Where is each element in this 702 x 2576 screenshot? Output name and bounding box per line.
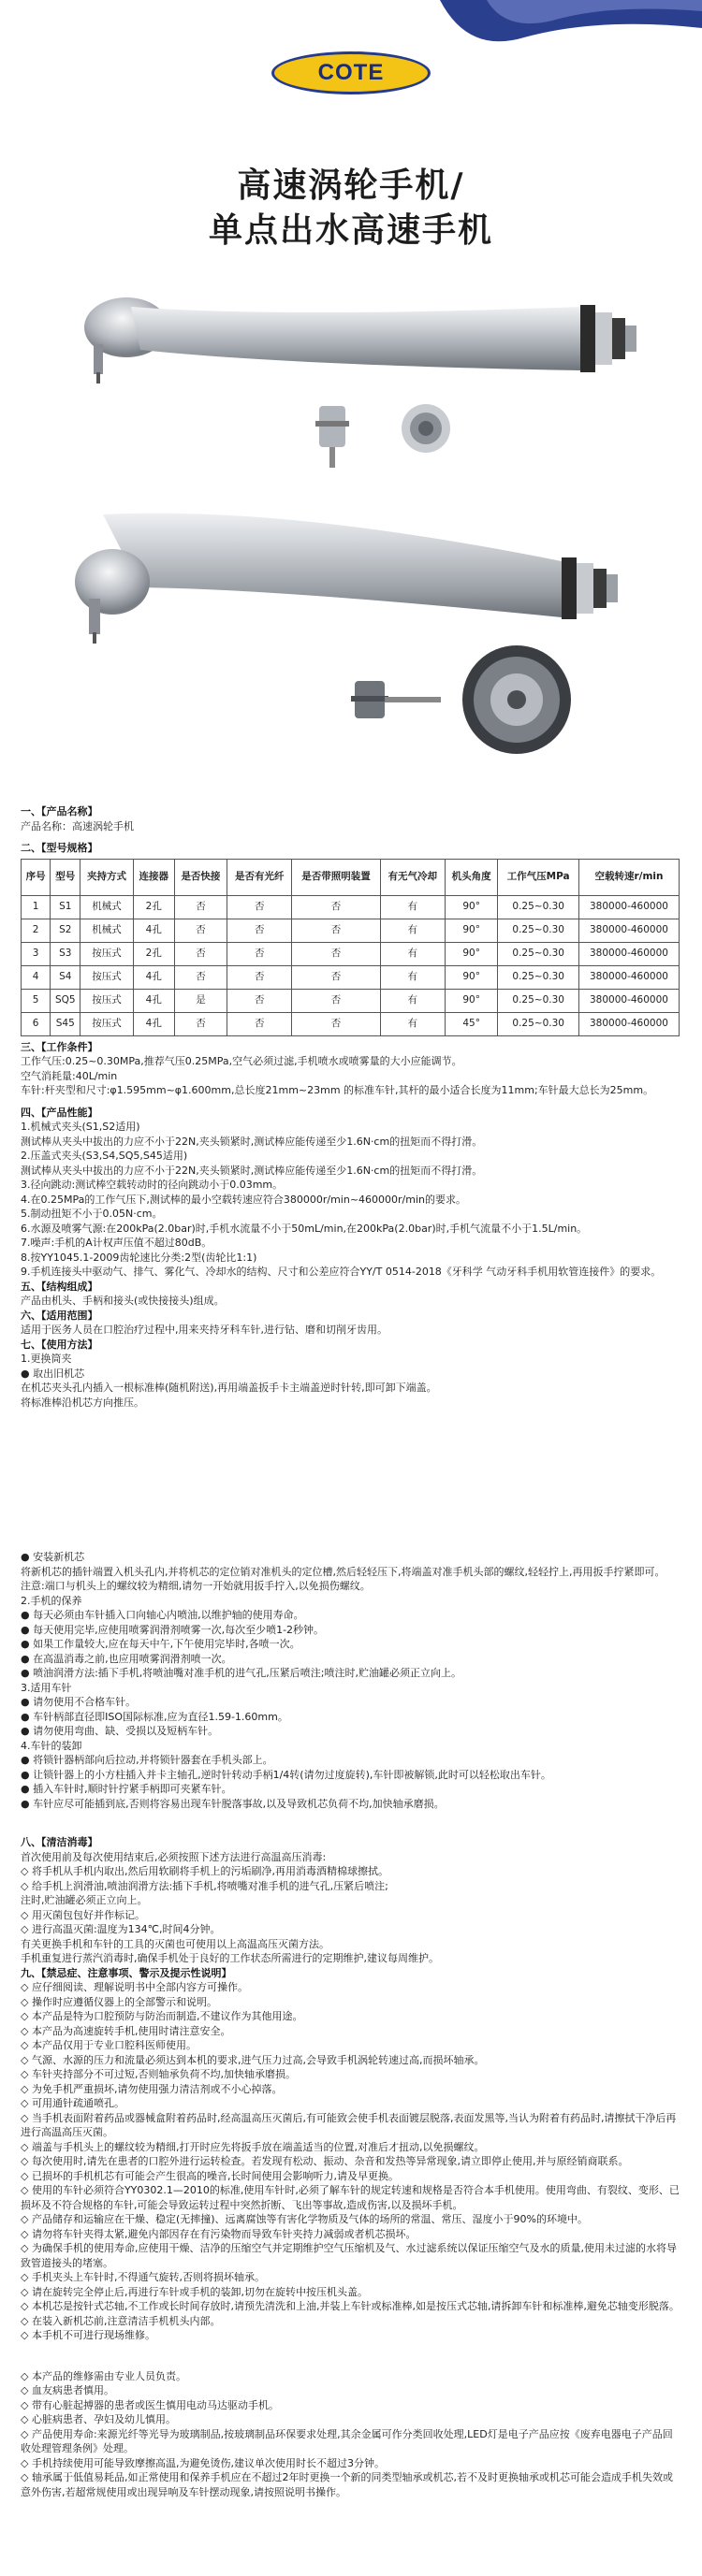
spec-header-cell: 机头角度 (445, 859, 498, 895)
warning-line: ◇ 在装入新机芯前,注意清洁手机机头内部。 (21, 2314, 221, 2327)
spec-table-cell: 4孔 (133, 1012, 174, 1035)
spec-table-cell: 4孔 (133, 989, 174, 1012)
performance-line: 6.水源及喷雾气源:在200kPa(2.0bar)时,手机水流量不小于50mL/min,在200kPa(2.0bar)时,手机气流量不小于1.5L/min。 (21, 1222, 588, 1235)
warning-line: ◇ 本机芯是按针式芯轴,不工作或长时间存放时,请预先清洗和上油,并装上车针或标准棒,如是按压式芯轴,请拆卸车针和标准棒,避免芯轴变形脱落。 (21, 2300, 680, 2312)
product-name-line: 产品名称：高速涡轮手机 (21, 819, 134, 832)
spec-table-cell: 按压式 (80, 989, 134, 1012)
spec-table-cell: 0.25~0.30 (498, 965, 579, 989)
note-line: ◇ 轴承属于低值易耗品,如正常使用和保养手机应在不超过2年时更换一个新的同类型轴承或机芯,若不及时更换轴承或机芯可能会造成手机失效或意外伤害,若超常规使用或出现异响及车针摆动现象,请按照说明书操作。 (21, 2471, 673, 2498)
usage-line: ● 请勿使用弯曲、缺、受损以及短柄车针。 (21, 1725, 219, 1737)
note-line: ◇ 心脏病患者、孕妇及幼儿慎用。 (21, 2413, 176, 2425)
section-structure-heading: 五、【结构组成】 (21, 1280, 98, 1293)
cleaning-line: ◇ 将手机从手机内取出,然后用软刷将手机上的污垢刷净,再用消毒酒精棉球擦拭。 (21, 1865, 388, 1877)
cleaning-line: 有关更换手机和车针的工具的灭菌也可使用以上高温高压灭菌方法。 (21, 1937, 329, 1950)
product-manual (21, 804, 681, 2499)
cleaning-line: ◇ 给手机上润滑油,喷油润滑方法:插下手机,将喷嘴对准手机的进气孔,压紧后喷注; (21, 1879, 388, 1892)
cleaning-line: ◇ 用灭菌包包好并作标记。 (21, 1908, 145, 1921)
usage-line: 在机芯夹头孔内插入一根标准棒(随机附送),再用端盖扳手卡主端盖逆时针转,即可卸下端盖。 (21, 1382, 437, 1394)
spec-header-cell: 夹持方式 (80, 859, 134, 895)
spec-header-cell: 是否快接 (174, 859, 227, 895)
spec-table-cell: 机械式 (80, 895, 134, 919)
spec-table-cell: 机械式 (80, 919, 134, 942)
page-title-line2: 单点出水高速手机 (208, 211, 493, 250)
structure-line: 产品由机头、手柄和接头(或快接接头)组成。 (21, 1295, 225, 1307)
usage-line: ● 如果工作量较大,应在每天中午,下午使用完毕时,各喷一次。 (21, 1638, 300, 1650)
spec-table-cell: 否 (227, 965, 292, 989)
spec-table-cell: 否 (227, 989, 292, 1012)
warning-line: ◇ 本手机不可进行现场维修。 (21, 2329, 155, 2341)
spec-table-cell: 2 (22, 919, 51, 942)
warning-line: ◇ 请勿将车针夹得太紧,避免内部因存在有污染物而导致车针夹持力减弱或者机芯损坏。 (21, 2227, 417, 2240)
usage-line: ● 将锁针器柄部向后拉动,并将锁针器套在手机头部上。 (21, 1754, 273, 1766)
conditions-line: 车针:杆夹型和尺寸:φ1.595mm~φ1.600mm,总长度21mm~23mm 的标准车针,其杆的最小适合长度为11mm;车针最大总长为25mm。 (21, 1084, 654, 1096)
cleaning-line: 首次使用前及每次使用结束后,必须按照下述方法进行高温高压消毒: (21, 1850, 327, 1863)
brand-logo-text: COTE (317, 60, 385, 85)
spec-table-cell: 380000-460000 (578, 919, 679, 942)
spec-table-cell: 0.25~0.30 (498, 942, 579, 965)
section-usage-heading: 七、【使用方法】 (21, 1338, 98, 1351)
spec-table-cell: 380000-460000 (578, 965, 679, 989)
section-scope-heading: 六、【适用范围】 (21, 1309, 98, 1322)
spec-table-cell: S3 (51, 942, 80, 965)
usage-line: 1.更换筒夹 (21, 1353, 72, 1365)
spec-header-cell: 连接器 (133, 859, 174, 895)
cleaning-lines (21, 1850, 681, 1966)
spec-header-cell: 型号 (51, 859, 80, 895)
spec-table-cell: 380000-460000 (578, 989, 679, 1012)
spec-table-cell: 0.25~0.30 (498, 1012, 579, 1035)
spec-table-cell: 按压式 (80, 942, 134, 965)
spec-table-cell: 否 (174, 895, 227, 919)
note-line: ◇ 本产品的维修需由专业人员负责。 (21, 2369, 186, 2382)
warning-line: ◇ 车针夹持部分不可过短,否则轴承负荷不均,加快轴承磨损。 (21, 2068, 296, 2080)
spec-table-cell: S1 (51, 895, 80, 919)
spec-table-cell: 否 (292, 989, 380, 1012)
spec-table-cell: 否 (227, 942, 292, 965)
note-line: ◇ 产品使用寿命:来源光纤等光导为玻璃制品,按玻璃制品环保要求处理,其余金属可作分类回收处理,LED灯是电子产品应按《废弃电器电子产品回收处理管理条例》处理。 (21, 2427, 673, 2454)
warning-line: ◇ 本产品是特为口腔预防与防治而制造,不建议作为其他用途。 (21, 2010, 303, 2022)
usage-line: ● 插入车针时,顺时针拧紧手柄即可夹紧车针。 (21, 1783, 232, 1795)
usage-line: ● 取出旧机芯 (21, 1367, 85, 1380)
section-warnings-heading: 九、【禁忌症、注意事项、警示及提示性说明】 (21, 1966, 232, 1979)
spec-table-row (22, 942, 680, 965)
spec-table-cell: 6 (22, 1012, 51, 1035)
spec-table-cell: 45° (445, 1012, 498, 1035)
usage-line: ● 喷油润滑方法:插下手机,将喷油嘴对准手机的进气孔,压紧后喷注;喷注时,贮油罐必须正立向上。 (21, 1667, 461, 1679)
usage-line: 2.手机的保养 (21, 1594, 82, 1607)
warning-line: ◇ 为确保手机的使用寿命,应使用干燥、洁净的压缩空气并定期维护空气压缩机及气、水过滤系统以保证压缩空气及水的质量,使用未过滤的水将导致管道接头的堵塞。 (21, 2242, 677, 2269)
conditions-line: 工作气压:0.25~0.30MPa,推荐气压0.25MPa,空气必须过滤,手机喷水或喷雾量的大小应能调节。 (21, 1055, 462, 1067)
spec-table-cell: 有 (380, 895, 445, 919)
warning-line: ◇ 气源、水源的压力和流量必须达到本机的要求,进气压力过高,会导致手机涡轮转速过高,而损坏轴承。 (21, 2053, 485, 2066)
additional-notes (21, 2369, 681, 2500)
conditions-line: 空气消耗量:40L/min (21, 1069, 118, 1082)
spec-table-cell: 0.25~0.30 (498, 989, 579, 1012)
spec-table-cell: 380000-460000 (578, 895, 679, 919)
spec-table-row (22, 919, 680, 942)
performance-line: 测试棒从夹头中拔出的力应不小于22N,夹头锁紧时,测试棒应能传递至少1.6N·cm的扭矩而不得打滑。 (21, 1135, 483, 1148)
conditions-lines (21, 1054, 681, 1098)
cleaning-line: 注时,贮油罐必须正立向上。 (21, 1894, 148, 1906)
note-line: ◇ 血友病患者慎用。 (21, 2384, 114, 2396)
usage-line: ● 每天使用完毕,应使用喷雾润滑剂喷雾一次,每次至少喷1-2秒钟。 (21, 1623, 325, 1636)
spec-table-cell: 90° (445, 919, 498, 942)
usage-line: ● 每天必须由车针插入口向轴心内喷油,以维护轴的使用寿命。 (21, 1609, 304, 1621)
spec-table-cell: 90° (445, 895, 498, 919)
usage-line: 注意:端口与机头上的螺纹较为精细,请勿一开始就用扳手拧入,以免损伤螺纹。 (21, 1580, 371, 1592)
performance-line: 5.制动扭矩不小于0.05N·cm。 (21, 1208, 163, 1220)
spec-table-cell: 380000-460000 (578, 1012, 679, 1035)
warning-line: ◇ 本产品仅用于专业口腔科医师使用。 (21, 2039, 197, 2051)
performance-line: 1.机械式夹头(S1,S2适用) (21, 1121, 140, 1133)
warning-line: ◇ 端盖与手机头上的螺纹较为精细,打开时应先将扳手放在端盖适当的位置,对准后才扭动,以免损螺纹。 (21, 2140, 485, 2153)
usage-line: ● 请勿使用不合格车针。 (21, 1696, 137, 1708)
spec-table-cell: 90° (445, 965, 498, 989)
spec-table-row (22, 1012, 680, 1035)
spec-table-cell: 有 (380, 942, 445, 965)
spec-table-cell: 否 (174, 1012, 227, 1035)
performance-line: 8.按YY1045.1-2009齿轮速比分类:2型(齿轮比1:1) (21, 1251, 257, 1264)
performance-line: 7.噪声:手机的A计权声压值不超过80dB。 (21, 1237, 212, 1249)
warning-line: ◇ 操作时应遵循仪器上的全部警示和说明。 (21, 1995, 217, 2008)
usage-lines (21, 1352, 681, 1410)
section-product-name-heading: 一、【产品名称】 (21, 805, 98, 818)
spec-table-cell: 90° (445, 989, 498, 1012)
performance-line: 3.径向跳动:测试棒空载转动时的径向跳动小于0.03mm。 (21, 1179, 284, 1191)
usage-line: 4.车针的装卸 (21, 1739, 82, 1752)
page-title-line1: 高速涡轮手机/ (237, 166, 465, 205)
spec-table-cell: 4孔 (133, 919, 174, 942)
spec-table-cell: 是 (174, 989, 227, 1012)
spec-table-cell: 否 (292, 895, 380, 919)
spec-table-cell: SQ5 (51, 989, 80, 1012)
spec-table-cell: 0.25~0.30 (498, 895, 579, 919)
spec-table-cell: 0.25~0.30 (498, 919, 579, 942)
performance-line: 2.压盖式夹头(S3,S4,SQ5,S45适用) (21, 1150, 188, 1162)
spec-table-cell: 2孔 (133, 895, 174, 919)
usage-line: 3.适用车针 (21, 1681, 72, 1694)
cleaning-line: 手机重复进行蒸汽消毒时,确保手机处于良好的工作状态所需进行的定期维护,建议每周维护。 (21, 1952, 439, 1964)
spec-table-cell: 按压式 (80, 965, 134, 989)
spec-table-cell: 5 (22, 989, 51, 1012)
spec-table (21, 859, 680, 1036)
spec-table-row (22, 989, 680, 1012)
spec-table-cell: 按压式 (80, 1012, 134, 1035)
usage-line: ● 让锁针器上的小方柱插入并卡主轴孔,逆时针转动手柄1/4转(请勿过度旋转),车针即被解锁,此时可以轻松取出车针。 (21, 1768, 551, 1781)
spec-table-cell: 否 (292, 942, 380, 965)
performance-line: 9.手机连接头中驱动气、排气、雾化气、冷却水的结构、尺寸和公差应符合YY/T 0514-2018《牙科学 气动牙科手机用软管连接件》的要求。 (21, 1266, 662, 1278)
section-conditions-heading: 三、【工作条件】 (21, 1040, 98, 1053)
warning-line: ◇ 使用的车针必须符合YY0302.1—2010的标准,使用车针时,必须了解车针的规定转速和规格是否符合本手机使用。使用弯曲、有裂纹、变形、已损坏及不符合规格的车针,可能会导致运转过程中突然折断、飞出等事故,造成伤害,以及损坏手机。 (21, 2184, 680, 2211)
warnings-lines (21, 1980, 681, 2343)
warning-line: ◇ 为免手机严重损坏,请勿使用强力清洁剂或不小心掉落。 (21, 2082, 283, 2095)
spec-table-cell: S4 (51, 965, 80, 989)
spec-header-cell: 序号 (22, 859, 51, 895)
spec-header-cell: 是否有光纤 (227, 859, 292, 895)
spec-table-row (22, 965, 680, 989)
spec-table-cell: 1 (22, 895, 51, 919)
usage-line: ● 在高温消毒之前,也应用喷雾润滑剂喷一次。 (21, 1652, 232, 1665)
performance-line: 4.在0.25MPa的工作气压下,测试棒的最小空载转速应符合380000r/min~460000r/min的要求。 (21, 1193, 466, 1206)
spec-table-header-row (22, 859, 680, 895)
usage-line: ● 车针应尽可能插到底,否则将容易出现车针脱落事故,以及导致机芯负荷不均,加快轴承磨损。 (21, 1797, 445, 1810)
spec-table-cell: 否 (292, 1012, 380, 1035)
spec-table-cell: 4 (22, 965, 51, 989)
spec-table-body (22, 895, 680, 1035)
warning-line: ◇ 本产品为高速旋转手机,使用时请注意安全。 (21, 2024, 231, 2037)
spec-header-cell: 空载转速r/min (578, 859, 679, 895)
warning-line: ◇ 手机夹头上车针时,不得通气旋转,否则将损坏轴承。 (21, 2271, 265, 2283)
scope-line: 适用于医务人员在口腔治疗过程中,用来夹持牙科车针,进行钻、磨和切削牙齿用。 (21, 1324, 388, 1336)
spec-header-cell: 有无气冷却 (380, 859, 445, 895)
spec-table-cell: 否 (174, 942, 227, 965)
spec-table-row (22, 895, 680, 919)
usage-line: 将新机芯的插针端置入机头孔内,并将机芯的定位销对准机头的定位槽,然后轻轻压下,将端盖对准手机头部的螺纹,轻轻拧上,再用扳手拧紧即可。 (21, 1565, 665, 1578)
warning-line: ◇ 应仔细阅读、理解说明书中全部内容方可操作。 (21, 1981, 248, 1993)
spec-table-cell: 否 (227, 919, 292, 942)
performance-line: 测试棒从夹头中拔出的力应不小于22N,夹头锁紧时,测试棒应能传递至少1.6N·cm的扭矩而不得打滑。 (21, 1164, 483, 1177)
spec-table-cell: 380000-460000 (578, 942, 679, 965)
spec-table-cell: 否 (292, 919, 380, 942)
warning-line: ◇ 可用通针疏通喷孔。 (21, 2097, 124, 2109)
warning-line: ◇ 已损坏的手机机芯有可能会产生很高的噪音,长时间使用会影响听力,请及早更换。 (21, 2169, 399, 2182)
handpiece-photo-1 (0, 260, 702, 480)
spec-table-cell: 否 (174, 965, 227, 989)
section-spec-heading: 二、【型号规格】 (21, 842, 98, 854)
cleaning-line: ◇ 进行高温灭菌:温度为134℃,时间4分钟。 (21, 1923, 221, 1935)
performance-lines (21, 1120, 681, 1280)
note-line: ◇ 手机持续使用可能导致摩擦高温,为避免烫伤,建议单次使用时长不超过3分钟。 (21, 2456, 385, 2469)
spec-table-cell: 2孔 (133, 942, 174, 965)
handpiece-photo-2 (0, 477, 702, 795)
spec-table-cell: 4孔 (133, 965, 174, 989)
spec-header-cell: 工作气压MPa (498, 859, 579, 895)
spec-table-cell: 有 (380, 989, 445, 1012)
note-line: ◇ 带有心脏起搏器的患者或医生慎用电动马达驱动手机。 (21, 2398, 279, 2411)
section-cleaning-heading: 八、【清洁消毒】 (21, 1836, 98, 1848)
spec-table-cell: 否 (174, 919, 227, 942)
warning-line: ◇ 每次使用时,请先在患者的口腔外进行运转检查。若发现有松动、振动、杂音和发热等异常现象,请立即停止使用,并与原经销商联系。 (21, 2155, 629, 2167)
spec-table-cell: 90° (445, 942, 498, 965)
usage-line: 将标准棒沿机芯方向推压。 (21, 1396, 144, 1409)
usage-line: ● 安装新机芯 (21, 1551, 85, 1563)
usage-lines-continued (21, 1550, 681, 1811)
spec-table-cell: 有 (380, 965, 445, 989)
spec-table-cell: 3 (22, 942, 51, 965)
spec-table-cell: 有 (380, 1012, 445, 1035)
spec-table-cell: 否 (227, 1012, 292, 1035)
spec-table-cell: 否 (227, 895, 292, 919)
brand-logo (271, 51, 431, 94)
spec-table-cell: S2 (51, 919, 80, 942)
warning-line: ◇ 产品储存和运输应在干燥、稳定(无摔撞)、远离腐蚀等有害化学物质及气体的场所的常温、常压、湿度小于90%的环境中。 (21, 2213, 588, 2225)
spec-header-cell: 是否带照明装置 (292, 859, 380, 895)
spec-table-cell: 否 (292, 965, 380, 989)
warning-line: ◇ 请在旋转完全停止后,再进行车针或手机的装卸,切勿在旋转中按压机头盖。 (21, 2285, 368, 2298)
usage-line: ● 车针柄部直径即ISO国际标准,应为直径1.59-1.60mm。 (21, 1710, 288, 1723)
spec-table-cell: S45 (51, 1012, 80, 1035)
warning-line: ◇ 当手机表面附着药品或器械盒附着药品时,经高温高压灭菌后,有可能致会使手机表面镀层脱落,表面发黑等,当认为附着有药品时,请擦拭干净后再进行高温高压灭菌。 (21, 2111, 677, 2138)
spec-table-cell: 有 (380, 919, 445, 942)
section-performance-heading: 四、【产品性能】 (21, 1106, 98, 1119)
